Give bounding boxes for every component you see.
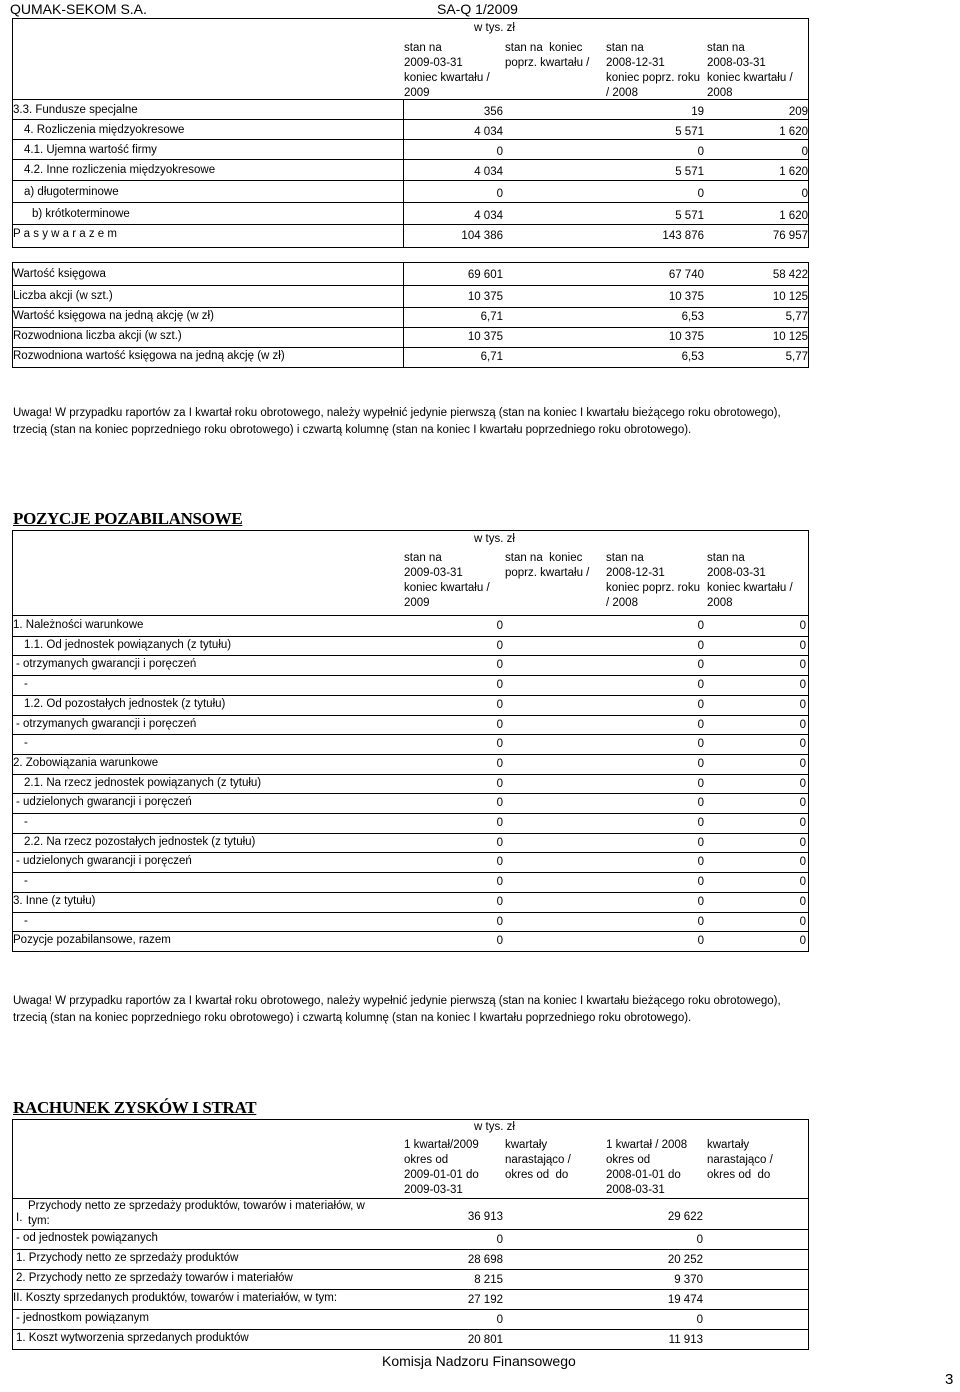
row-value: 0 (697, 146, 704, 158)
row-divider (12, 951, 809, 952)
row-value: 0 (496, 817, 503, 829)
row-label: - (24, 915, 28, 927)
row-value: 0 (697, 876, 704, 888)
row-value: 5 571 (675, 166, 704, 178)
row-divider (12, 715, 809, 716)
row-value: 0 (697, 188, 704, 200)
row-value: 0 (697, 659, 704, 671)
row-label: Wartość księgowa (13, 268, 106, 280)
offbalance-title: POZYCJE POZABILANSOWE (13, 509, 243, 528)
row-divider (12, 774, 809, 775)
row-divider (12, 833, 809, 834)
row-value: 5 571 (675, 126, 704, 138)
row-value: 356 (483, 106, 503, 118)
row-divider (12, 139, 809, 140)
row-label: 1.1. Od jednostek powiązanych (z tytułu) (24, 639, 232, 651)
row-value: 0 (697, 719, 704, 731)
column-header: stan na 2008-12-31 koniec poprz. roku / 2008 (606, 42, 700, 99)
row-label: Rozwodniona liczba akcji (w szt.) (13, 330, 182, 342)
pnl-row-prefix: I. (16, 1212, 23, 1224)
row-value: 4 034 (474, 126, 503, 138)
row-label: 2.1. Na rzecz jednostek powiązanych (z tytułu) (24, 777, 262, 789)
row-value: 0 (799, 679, 806, 691)
row-value: 0 (799, 817, 806, 829)
row-label: 2. Zobowiązania warunkowe (13, 757, 159, 769)
row-value: 0 (799, 699, 806, 711)
row-label: a) długoterminowe (24, 186, 119, 198)
row-label: 1. Przychody netto ze sprzedaży produktów (16, 1252, 239, 1264)
column-header: stan na 2008-03-31 koniec kwartału / 2008 (707, 552, 793, 609)
column-header: kwartały narastająco / okres od do (505, 1139, 571, 1181)
row-value: 0 (697, 797, 704, 809)
row-value: 67 740 (668, 269, 704, 281)
column-header: stan na koniec poprz. kwartału / (505, 42, 590, 69)
row-value: 0 (697, 758, 704, 770)
note-1: Uwaga! W przypadku raportów za I kwartał roku obrotowego, należy wypełnić jedynie pierwszą (stan na koniec I kwartału bieżącego roku obrotowego), trzecią (stan na koniec poprzedniego roku obrotowego) i czwartą kolumnę (stan na koniec I kwartału poprzedniego roku obrotowego). (13, 407, 781, 436)
row-label: Pozycje pozabilansowe, razem (13, 934, 171, 946)
row-value: 0 (496, 916, 503, 928)
row-divider (12, 247, 809, 248)
row-value: 0 (496, 188, 503, 200)
row-divider (12, 307, 809, 308)
row-value: 0 (696, 1314, 703, 1326)
row-value: 5,77 (785, 311, 808, 323)
row-label: Rozwodniona wartość księgowa na jedną akcję (w zł) (13, 350, 285, 362)
column-divider (12, 100, 13, 247)
row-value: 0 (799, 640, 806, 652)
row-value: 0 (697, 916, 704, 928)
column-divider (808, 262, 809, 367)
column-header: stan na 2008-12-31 koniec poprz. roku / 2008 (606, 552, 700, 609)
row-label: - jednostkom powiązanym (16, 1312, 149, 1324)
column-divider (12, 262, 13, 367)
row-value: 0 (697, 856, 704, 868)
row-value: 6,53 (681, 311, 704, 323)
row-value: 1 620 (779, 126, 808, 138)
row-label: - udzielonych gwarancji i poręczeń (16, 855, 192, 867)
row-label: - (24, 875, 28, 887)
row-value: 0 (799, 896, 806, 908)
row-value: 20 801 (467, 1334, 503, 1346)
row-value: 0 (799, 719, 806, 731)
row-divider (12, 1309, 809, 1310)
row-value: 0 (496, 758, 503, 770)
row-value: 0 (696, 1234, 703, 1246)
row-label: 4. Rozliczenia międzyokresowe (24, 124, 185, 136)
row-value: 1 620 (779, 166, 808, 178)
row-value: 0 (496, 856, 503, 868)
row-divider (12, 1269, 809, 1270)
row-value: 143 876 (662, 230, 704, 242)
row-divider (12, 202, 809, 203)
unit-label-1: w tys. zł (474, 22, 515, 34)
pnl-row-label: Przychody netto ze sprzedaży produktów, towarów i materiałów, w tym: (28, 1200, 365, 1227)
row-divider (12, 695, 809, 696)
column-header: stan na 2009-03-31 koniec kwartału / 2009 (404, 42, 490, 99)
row-value: 0 (697, 935, 704, 947)
row-value: 10 375 (467, 331, 503, 343)
row-value: 4 034 (474, 166, 503, 178)
row-value: 0 (496, 699, 503, 711)
row-value: 0 (496, 896, 503, 908)
row-value: 0 (496, 738, 503, 750)
row-value: 0 (799, 935, 806, 947)
row-label: - otrzymanych gwarancji i poręczeń (16, 658, 197, 670)
row-value: 0 (697, 620, 704, 632)
row-value: 0 (799, 916, 806, 928)
row-value: 19 474 (667, 1294, 703, 1306)
row-divider (12, 1249, 809, 1250)
row-value: 10 375 (467, 291, 503, 303)
pnl-row-value: 36 913 (467, 1211, 503, 1223)
row-label: - udzielonych gwarancji i poręczeń (16, 796, 192, 808)
row-divider (12, 1329, 809, 1330)
row-value: 0 (496, 1314, 503, 1326)
row-divider (12, 931, 809, 932)
row-label: 3. Inne (z tytułu) (13, 895, 96, 907)
row-value: 28 698 (467, 1254, 503, 1266)
column-divider (403, 262, 404, 367)
row-value: 11 913 (668, 1334, 703, 1346)
row-value: 0 (697, 837, 704, 849)
row-divider (12, 1229, 809, 1230)
row-value: 10 125 (772, 291, 808, 303)
column-header: kwartały narastająco / okres od do (707, 1139, 773, 1181)
column-divider (808, 100, 809, 247)
row-divider (12, 119, 809, 120)
row-divider (12, 367, 809, 368)
row-value: 10 125 (772, 331, 808, 343)
row-value: 0 (799, 659, 806, 671)
column-divider (403, 100, 404, 247)
row-value: 0 (697, 738, 704, 750)
column-header: 1 kwartał/2009 okres od 2009-01-01 do 2009-03-31 (404, 1139, 479, 1196)
row-divider (12, 224, 809, 225)
page-number: 3 (945, 1371, 954, 1388)
row-divider (12, 636, 809, 637)
row-value: 69 601 (467, 269, 503, 281)
row-label: P a s y w a r a z e m (13, 228, 117, 240)
column-divider (808, 1199, 809, 1349)
row-divider (12, 159, 809, 160)
row-divider (12, 655, 809, 656)
row-value: 19 (691, 106, 704, 118)
row-divider (12, 852, 809, 853)
row-divider (12, 892, 809, 893)
unit-label-2: w tys. zł (474, 533, 515, 545)
row-value: 0 (496, 679, 503, 691)
note-2: Uwaga! W przypadku raportów za I kwartał roku obrotowego, należy wypełnić jedynie pierwszą (stan na koniec I kwartału bieżącego roku obrotowego), trzecią (stan na koniec poprzedniego roku obrotowego) i czwartą kolumnę (stan na koniec I kwartału poprzedniego roku obrotowego). (13, 995, 781, 1024)
row-value: 0 (496, 719, 503, 731)
row-value: 0 (799, 797, 806, 809)
row-value: 20 252 (667, 1254, 703, 1266)
row-value: 0 (496, 620, 503, 632)
column-header: stan na koniec poprz. kwartału / (505, 552, 590, 579)
row-value: 209 (788, 106, 808, 118)
column-divider (808, 616, 809, 951)
row-value: 0 (496, 935, 503, 947)
row-divider (12, 793, 809, 794)
row-value: 0 (697, 896, 704, 908)
row-divider (12, 1289, 809, 1290)
row-divider (12, 813, 809, 814)
row-value: 5,77 (785, 351, 808, 363)
row-value: 0 (799, 620, 806, 632)
row-value: 5 571 (675, 210, 704, 222)
row-value: 0 (496, 778, 503, 790)
row-value: 0 (799, 758, 806, 770)
row-value: 104 386 (461, 230, 503, 242)
footer-text: Komisja Nadzoru Finansowego (382, 1353, 576, 1369)
row-label: 3.3. Fundusze specjalne (13, 104, 138, 116)
row-label: b) krótkoterminowe (32, 208, 130, 220)
row-value: 0 (496, 876, 503, 888)
row-value: 10 375 (668, 331, 704, 343)
row-label: 4.1. Ujemna wartość firmy (24, 144, 157, 156)
row-divider (12, 675, 809, 676)
column-header: stan na 2009-03-31 koniec kwartału / 2009 (404, 552, 490, 609)
column-divider (12, 616, 13, 951)
report-code: SA-Q 1/2009 (437, 1, 518, 17)
row-value: 6,71 (480, 311, 503, 323)
row-value: 76 957 (772, 230, 808, 242)
unit-label-3: w tys. zł (474, 1121, 515, 1133)
row-label: 1. Koszt wytworzenia sprzedanych produktów (16, 1332, 249, 1344)
row-value: 0 (799, 738, 806, 750)
row-value: 0 (496, 146, 503, 158)
row-value: 0 (697, 778, 704, 790)
row-label: 2. Przychody netto ze sprzedaży towarów i materiałów (16, 1272, 293, 1284)
row-label: 1. Należności warunkowe (13, 619, 144, 631)
row-value: 27 192 (467, 1294, 503, 1306)
row-label: Wartość księgowa na jedną akcję (w zł) (13, 310, 214, 322)
row-value: 1 620 (779, 210, 808, 222)
row-divider (12, 327, 809, 328)
row-value: 0 (799, 856, 806, 868)
row-value: 0 (799, 837, 806, 849)
row-label: II. Koszty sprzedanych produktów, towarów i materiałów, w tym: (13, 1292, 338, 1304)
row-divider (12, 1349, 809, 1350)
row-label: - otrzymanych gwarancji i poręczeń (16, 718, 197, 730)
row-label: - (24, 678, 28, 690)
column-header: stan na 2008-03-31 koniec kwartału / 2008 (707, 42, 793, 99)
row-label: - od jednostek powiązanych (16, 1232, 158, 1244)
row-value: 0 (496, 640, 503, 652)
row-label: - (24, 816, 28, 828)
row-value: 0 (496, 797, 503, 809)
row-value: 0 (496, 659, 503, 671)
row-value: 0 (697, 699, 704, 711)
row-value: 58 422 (772, 269, 808, 281)
column-divider (12, 1199, 13, 1349)
row-value: 8 215 (474, 1274, 503, 1286)
row-value: 0 (697, 817, 704, 829)
row-divider (12, 262, 809, 263)
row-divider (12, 285, 809, 286)
row-value: 10 375 (668, 291, 704, 303)
row-value: 0 (801, 146, 808, 158)
row-value: 0 (801, 188, 808, 200)
column-header: 1 kwartał / 2008 okres od 2008-01-01 do 2008-03-31 (606, 1139, 688, 1196)
row-value: 0 (697, 640, 704, 652)
row-value: 0 (496, 837, 503, 849)
row-label: Liczba akcji (w szt.) (13, 290, 113, 302)
row-label: 4.2. Inne rozliczenia międzyokresowe (24, 164, 216, 176)
company-name: QUMAK-SEKOM S.A. (10, 1, 147, 17)
pnl-row-value: 29 622 (667, 1211, 703, 1223)
row-divider (12, 754, 809, 755)
row-value: 6,71 (480, 351, 503, 363)
row-divider (12, 180, 809, 181)
row-value: 0 (799, 778, 806, 790)
row-label: 1.2. Od pozostałych jednostek (z tytułu) (24, 698, 226, 710)
row-value: 0 (799, 876, 806, 888)
row-value: 0 (496, 1234, 503, 1246)
row-divider (12, 912, 809, 913)
row-value: 4 034 (474, 210, 503, 222)
pnl-title: RACHUNEK ZYSKÓW I STRAT (13, 1098, 257, 1117)
row-value: 6,53 (681, 351, 704, 363)
row-divider (12, 347, 809, 348)
row-label: 2.2. Na rzecz pozostałych jednostek (z tytułu) (24, 836, 256, 848)
row-divider (12, 872, 809, 873)
row-value: 0 (697, 679, 704, 691)
row-label: - (24, 737, 28, 749)
row-value: 9 370 (674, 1274, 703, 1286)
row-divider (12, 734, 809, 735)
